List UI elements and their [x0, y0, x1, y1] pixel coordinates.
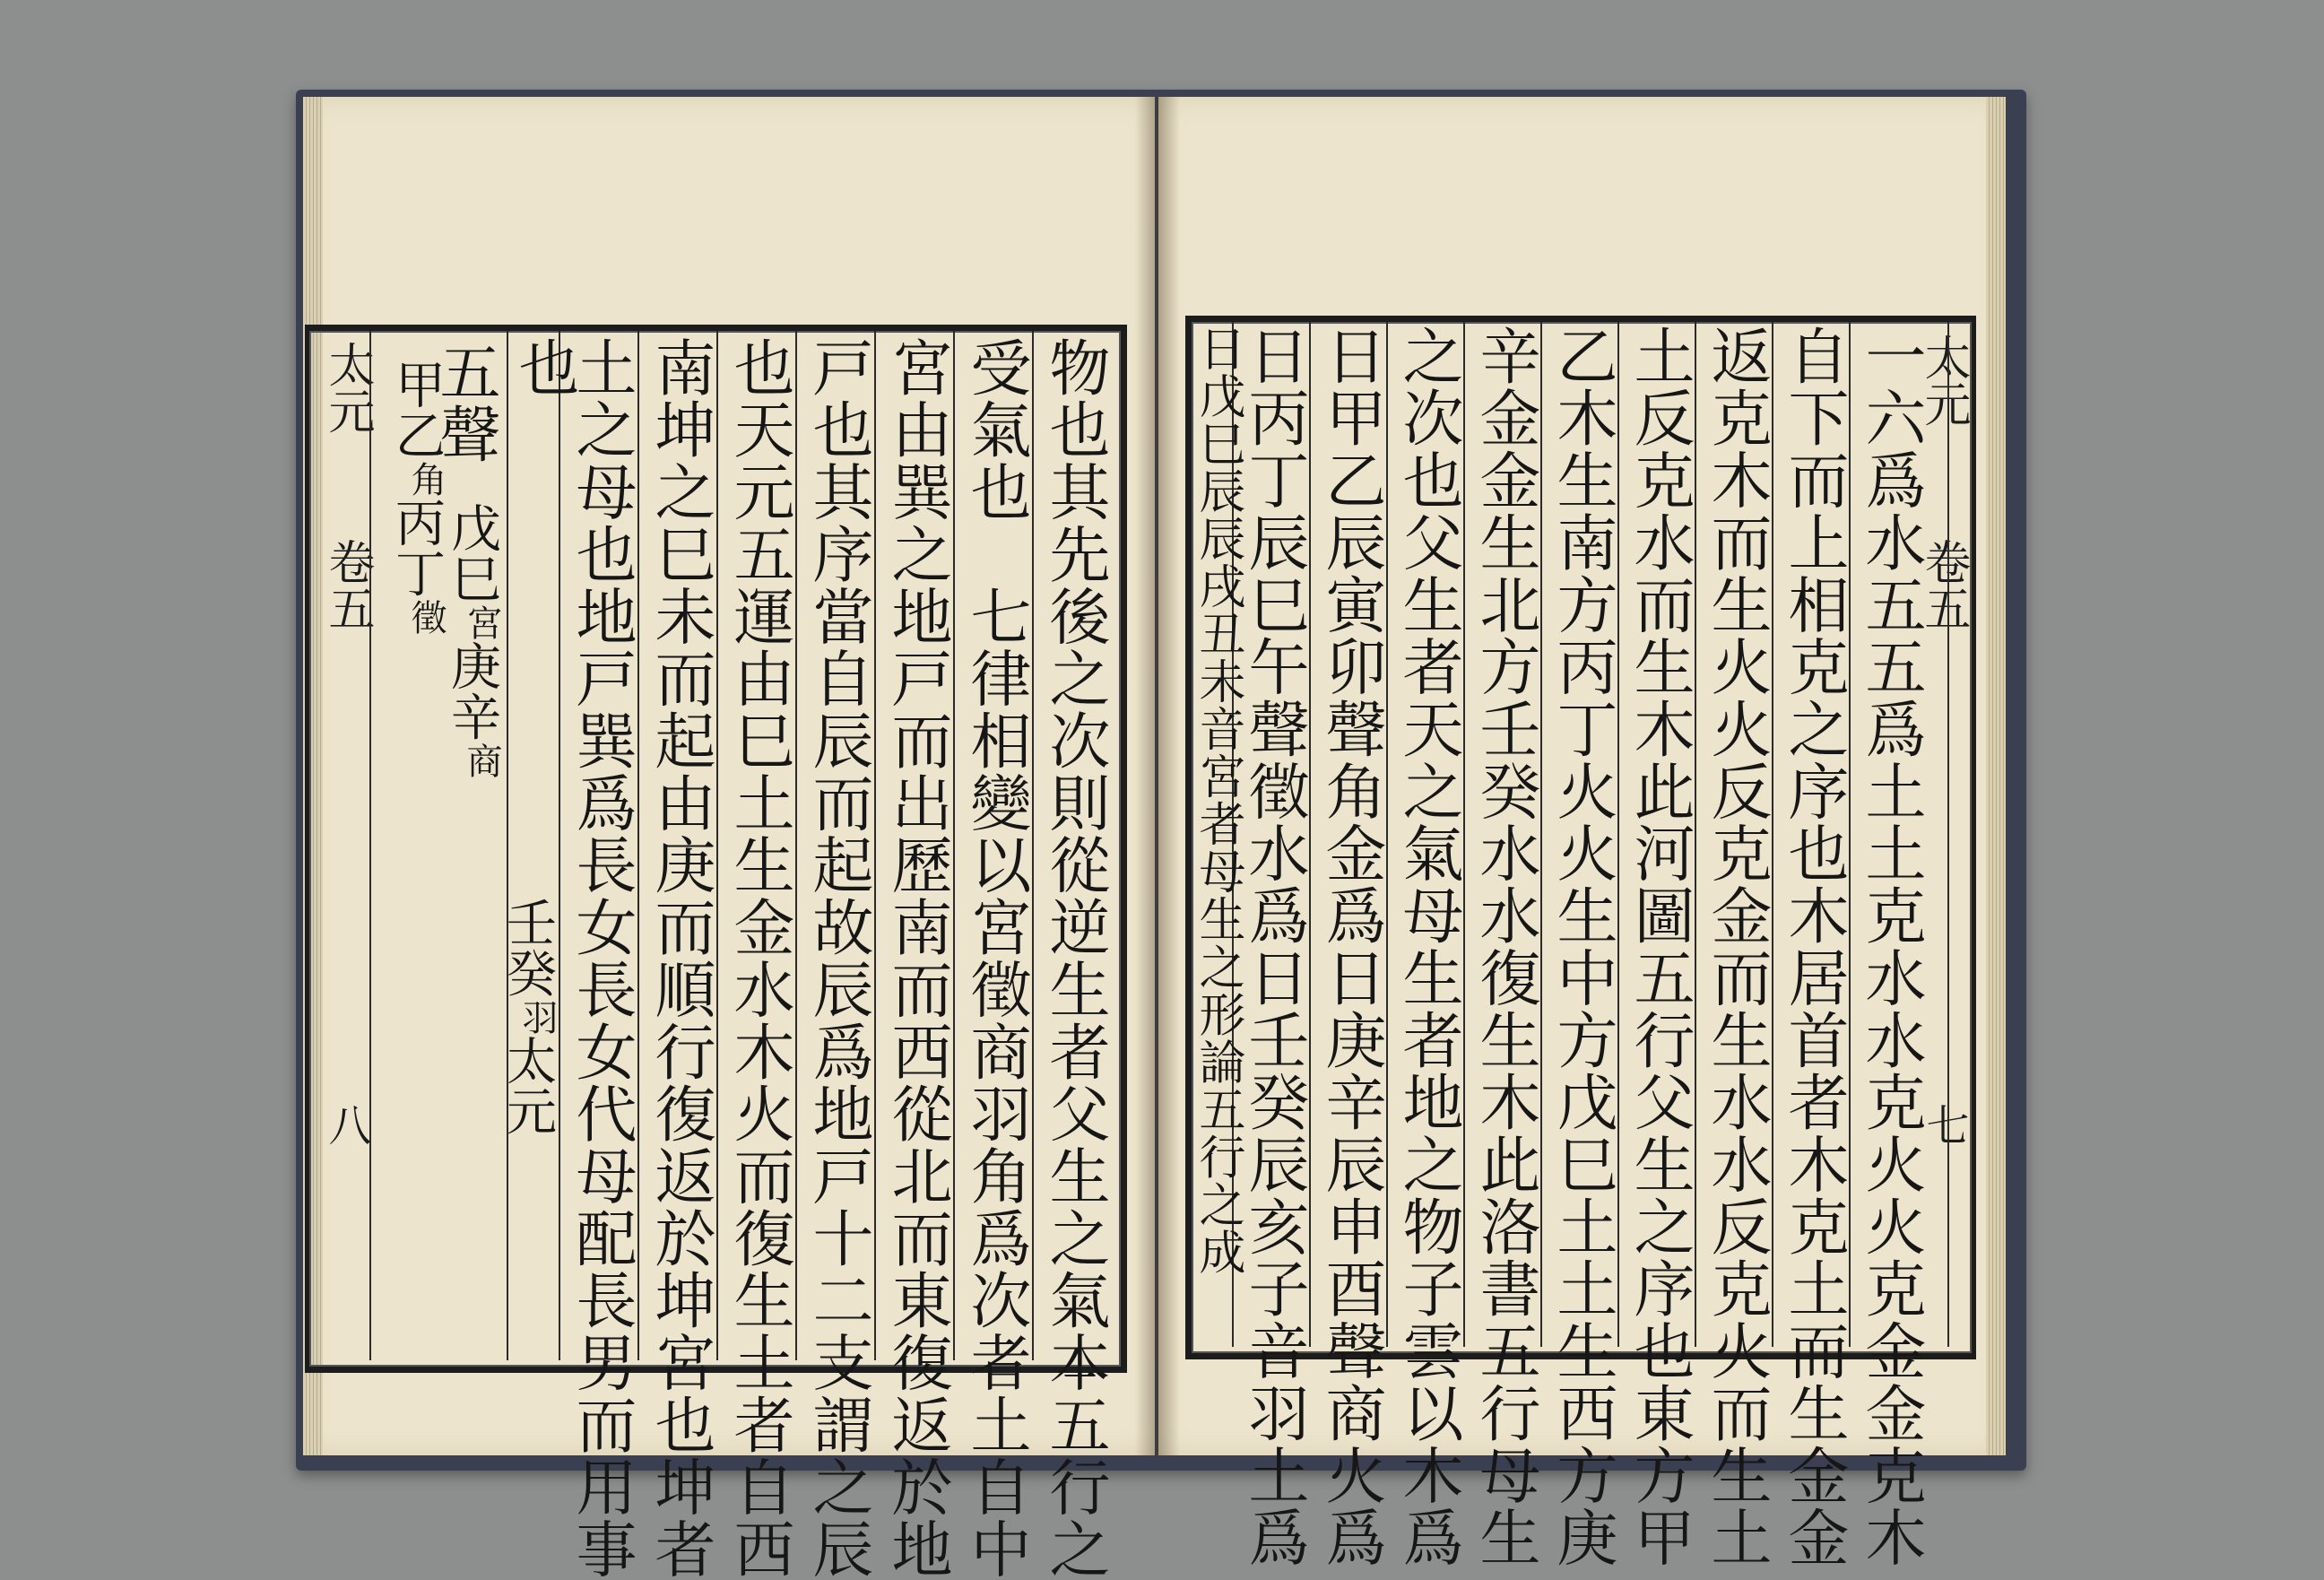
text-column: 南坤之巳未而起由庚而順行復返於坤宮也坤者 [645, 336, 715, 1580]
column-rule [953, 331, 955, 1360]
table-column-2: 戊巳 宮 庚辛 商 [443, 502, 502, 779]
column-rule [874, 331, 876, 1360]
text-column: 辛金金生北方壬癸水水復生木此洛書五行母生 [1470, 325, 1540, 1569]
text-column: 受氣也 七律相變以宮徵商羽角爲次者土自中 [960, 336, 1031, 1580]
column-rule [795, 331, 797, 1360]
text-column: 土之母也地戸巽爲長女長女代母配長男而用事 [566, 336, 637, 1580]
margin-title: 太元 [1916, 334, 1970, 427]
text-column: 返克木而生火火反克金而生水水反克火而生土 [1701, 325, 1772, 1569]
text-column: 物也其先後之次則從逆生者父生之氣本五行之 [1039, 336, 1110, 1580]
table-column-1: 甲乙 角 丙丁 徵 [387, 359, 447, 636]
margin-title: 太元 [320, 341, 374, 434]
text-column: 乙木生南方丙丁火火生中方戊巳土土生西方庚 [1547, 325, 1617, 1569]
section-title: 五聲 [429, 341, 500, 465]
text-column: 也天元五運由巳土生金水木火而復生土者自西 [724, 336, 794, 1580]
column-rule [1695, 322, 1696, 1347]
column-rule [1386, 322, 1388, 1347]
margin-volume: 卷五 [1916, 538, 1970, 631]
text-column: 也 [508, 336, 579, 399]
column-rule [559, 331, 560, 1360]
margin-volume: 卷五 [320, 538, 374, 631]
text-column: 一六爲水五五爲土土克水水克火火克金金克木 [1855, 325, 1926, 1569]
column-rule [1309, 322, 1311, 1347]
column-rule [716, 331, 718, 1360]
text-column: 之次也父生者天之氣母生者地之物子雲以木爲 [1392, 325, 1463, 1569]
book-gutter [1135, 97, 1180, 1455]
text-column: 宮由巽之地戸而出歷南而西從北而東復返於地 [881, 336, 952, 1580]
text-column: 日甲乙辰寅卯聲角金爲日庚辛辰申酉聲商火爲 [1315, 325, 1386, 1569]
page-edge [1986, 97, 2006, 1455]
page-number: 七 [1919, 1103, 1969, 1146]
column-rule [1849, 322, 1851, 1347]
text-column: 日丙丁辰巳午聲徵水爲日壬癸辰亥子音羽土爲 [1238, 325, 1309, 1569]
text-column: 自下而上相克之序也木居首者木克土而生金金 [1778, 325, 1849, 1569]
column-rule [1947, 322, 1949, 1347]
text-column: 日戊巳辰辰戌丑未音宮者母生之形論五行之成 [1191, 325, 1244, 1276]
table-column-3: 壬癸 羽 太元 [499, 897, 558, 1138]
column-rule [1463, 322, 1465, 1347]
text-column: 戸也其序當自辰而起故辰爲地戸十二支謂之辰 [802, 336, 873, 1580]
page-number: 八 [321, 1103, 371, 1146]
column-rule [1540, 322, 1542, 1347]
column-rule [637, 331, 639, 1360]
column-rule [1772, 322, 1773, 1347]
text-column: 土反克水而生木此河圖五行父生之序也東方甲 [1624, 325, 1695, 1569]
column-rule [1617, 322, 1619, 1347]
column-rule [1032, 331, 1034, 1360]
column-rule [507, 331, 508, 1360]
column-rule [369, 331, 371, 1360]
